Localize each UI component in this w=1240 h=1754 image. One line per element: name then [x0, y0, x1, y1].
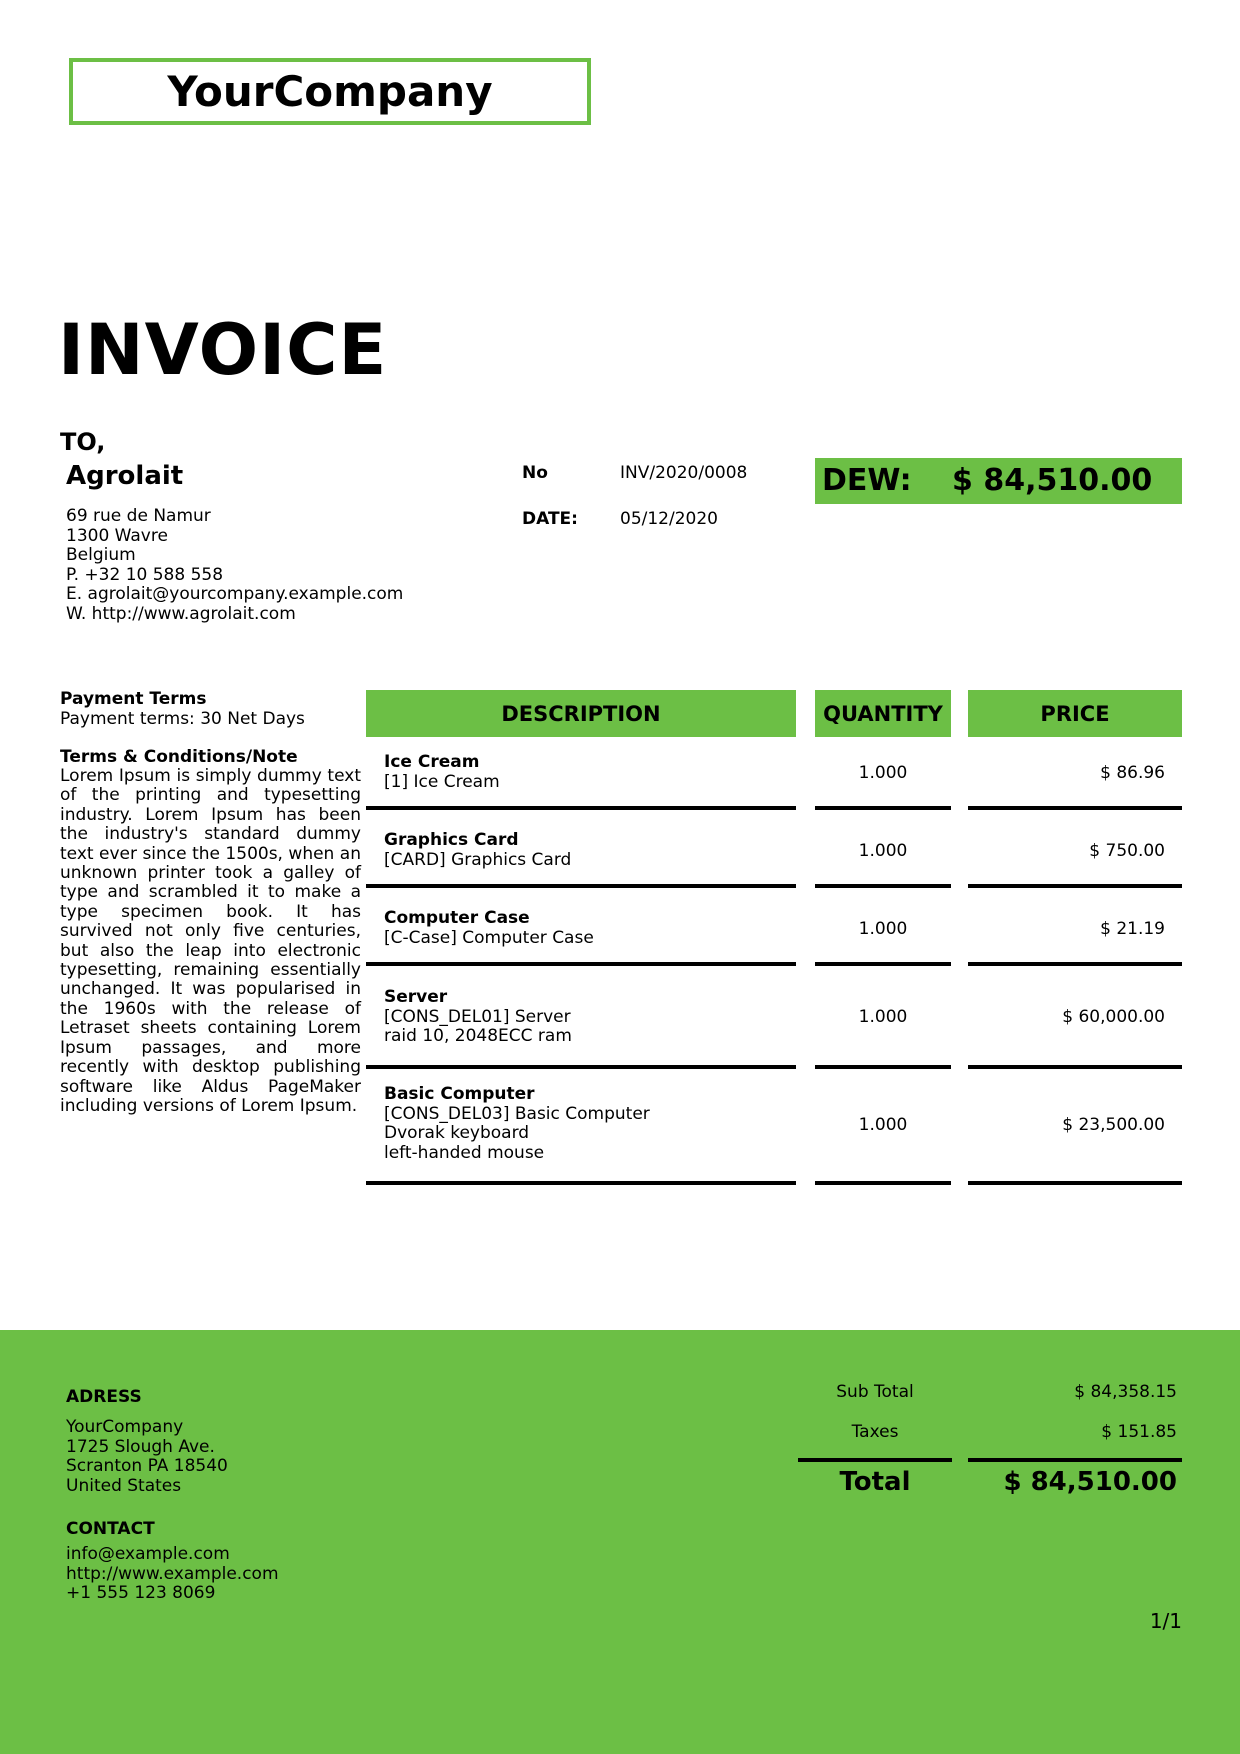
item-name: Computer Case [384, 908, 530, 928]
company-name: YourCompany [167, 67, 493, 116]
row-divider [815, 962, 951, 966]
row-divider [968, 1181, 1182, 1185]
table-row-description [384, 753, 500, 792]
item-quantity: 1.000 [858, 1007, 908, 1027]
item-quantity: 1.000 [858, 1115, 908, 1135]
item-detail: [CONS_DEL03] Basic Computer [384, 1103, 650, 1124]
total-divider [968, 1458, 1182, 1462]
total-label: Total [839, 1467, 911, 1497]
item-detail: left-handed mouse [384, 1142, 545, 1163]
customer-address-line: Belgium [66, 545, 136, 565]
payment-terms-text: Payment terms: 30 Net Days [60, 709, 305, 729]
footer-address [66, 1418, 228, 1496]
customer-website: W. http://www.agrolait.com [66, 603, 296, 624]
amount-due-label: DEW: [822, 463, 912, 498]
footer-address-line: 1725 Slough Ave. [66, 1436, 215, 1457]
footer-address-line: Scranton PA 18540 [66, 1456, 228, 1476]
table-row-description [384, 831, 571, 870]
footer-address-line: YourCompany [66, 1417, 184, 1437]
item-price: $ 23,500.00 [1062, 1115, 1165, 1135]
row-divider [968, 884, 1182, 888]
customer-address-line: 1300 Wavre [66, 525, 168, 546]
quantity-column-header: QUANTITY [815, 690, 951, 737]
invoice-number-value: INV/2020/0008 [620, 463, 748, 483]
company-logo [69, 58, 591, 125]
customer-name: Agrolait [66, 461, 184, 491]
taxes-value: $ 151.85 [1101, 1422, 1177, 1442]
footer-contact [66, 1545, 279, 1604]
invoice-number-label: No [522, 463, 548, 483]
footer-address-line: United States [66, 1475, 182, 1496]
row-divider [968, 806, 1182, 810]
footer-contact-phone: +1 555 123 8069 [66, 1583, 216, 1603]
customer-address-line: 69 rue de Namur [66, 506, 211, 526]
footer-contact-title: CONTACT [66, 1519, 155, 1539]
row-divider [968, 1065, 1182, 1069]
total-value: $ 84,510.00 [1003, 1467, 1177, 1497]
customer-address [66, 507, 403, 624]
row-divider [366, 806, 796, 810]
row-divider [815, 1065, 951, 1069]
subtotal-value: $ 84,358.15 [1074, 1382, 1177, 1402]
footer-contact-email: info@example.com [66, 1544, 230, 1564]
invoice-title: INVOICE [58, 309, 388, 391]
row-divider [815, 806, 951, 810]
item-detail: [C-Case] Computer Case [384, 927, 594, 948]
total-divider [798, 1458, 952, 1462]
row-divider [815, 1181, 951, 1185]
customer-phone: P. +32 10 588 558 [66, 564, 224, 585]
price-column-header: PRICE [968, 690, 1182, 737]
amount-due-box [815, 458, 1182, 504]
item-detail: [CONS_DEL01] Server [384, 1006, 571, 1027]
subtotal-label: Sub Total [836, 1382, 914, 1402]
terms-title: Terms & Conditions/Note [60, 747, 298, 767]
invoice-date-value: 05/12/2020 [620, 509, 718, 529]
item-detail: [1] Ice Cream [384, 771, 500, 792]
terms-text: Lorem Ipsum is simply dummy text of the printing and typesetting industry. Lorem Ipsum has been the industry's standard dummy text ever since the 1500s, when an unknown printer took a galley of type and scrambled it to make a type specimen book. It has survived not only five centuries, but also the leap into electronic typesetting, remaining essentially unchanged. It was popularised in the 1960s with the release of Letraset sheets containing Lorem Ipsum passages, and more recently with desktop publishing software like Aldus PageMaker including versions of Lorem Ipsum. [60, 766, 361, 1116]
table-row-description [384, 988, 572, 1047]
description-column-header: DESCRIPTION [366, 690, 796, 737]
item-detail: Dvorak keyboard [384, 1123, 530, 1143]
item-name: Graphics Card [384, 830, 519, 850]
row-divider [366, 884, 796, 888]
row-divider [366, 1065, 796, 1069]
table-row-description [384, 1085, 650, 1163]
payment-terms-title: Payment Terms [60, 689, 207, 709]
row-divider [366, 1181, 796, 1185]
customer-email: E. agrolait@yourcompany.example.com [66, 584, 404, 604]
item-quantity: 1.000 [858, 919, 908, 939]
item-quantity: 1.000 [858, 763, 908, 783]
table-row-description [384, 909, 594, 948]
to-label: TO, [60, 428, 106, 456]
row-divider [366, 962, 796, 966]
row-divider [815, 884, 951, 888]
item-price: $ 86.96 [1100, 763, 1165, 783]
invoice-date-label: DATE: [522, 509, 578, 529]
footer-address-title: ADRESS [66, 1387, 142, 1407]
item-detail: raid 10, 2048ECC ram [384, 1026, 572, 1046]
page-number: 1/1 [1149, 1609, 1182, 1633]
item-price: $ 21.19 [1100, 919, 1165, 939]
item-price: $ 750.00 [1089, 841, 1165, 861]
item-name: Basic Computer [384, 1084, 535, 1104]
row-divider [968, 962, 1182, 966]
item-name: Server [384, 987, 448, 1007]
amount-due-value: $ 84,510.00 [952, 463, 1153, 498]
item-quantity: 1.000 [858, 841, 908, 861]
taxes-label: Taxes [851, 1422, 899, 1442]
item-name: Ice Cream [384, 752, 480, 772]
item-price: $ 60,000.00 [1062, 1007, 1165, 1027]
footer-contact-website: http://www.example.com [66, 1563, 279, 1584]
item-detail: [CARD] Graphics Card [384, 849, 572, 870]
